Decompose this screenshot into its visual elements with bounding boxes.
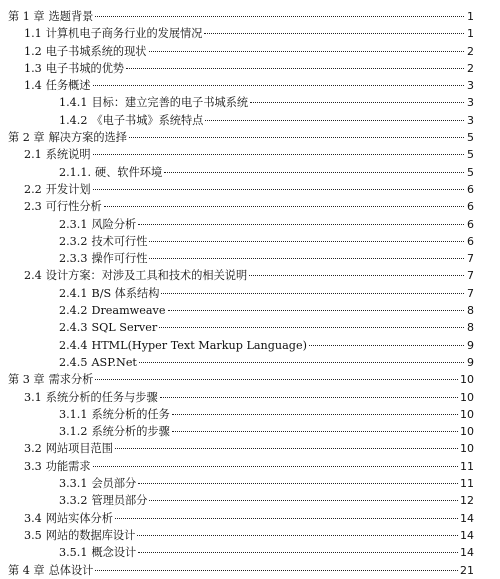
toc-entry-number: 2.4.4 [59,338,88,352]
toc-entry-label [24,198,102,215]
toc-entry-title: 网站的数据库设计 [45,528,136,542]
toc-entry-title: 风险分析 [91,217,137,231]
toc-entry-title: SQL Server [91,321,158,335]
toc-entry-number: 2.3.1 [59,217,88,231]
toc-entry-label [24,60,124,77]
toc-entry-label [59,423,170,440]
toc-page-number: 14 [460,528,474,542]
toc-entry-number: 第 1 章 [8,10,45,23]
toc-entry-title: 开发计划 [45,182,91,196]
toc-page-number: 10 [460,425,474,439]
toc-entry-label [24,458,91,475]
dot-leader [138,552,458,553]
toc-entry-title: B/S 体系结构 [91,286,160,300]
toc-entry-label [24,146,91,163]
toc-page-number: 10 [460,373,474,387]
toc-page-number: 5 [467,148,474,162]
toc-entry-label [59,354,137,371]
dot-leader [95,16,464,17]
toc-page-number: 2 [467,61,474,75]
toc-entry-title: 设计方案：对涉及工具和技术的相关说明 [45,269,248,283]
toc-entry-label [59,112,203,129]
dot-leader [129,137,464,138]
toc-page-number: 7 [467,252,474,266]
toc-entry[interactable] [0,216,500,233]
toc-entry-title: 系统分析的任务 [91,407,170,421]
dot-leader [93,189,464,190]
toc-entry-title: 总体设计 [48,563,94,577]
dot-leader [137,535,458,536]
toc-entry-title: 解决方案的选择 [48,131,127,145]
toc-entry-title: HTML(Hyper Text Markup Language) [91,338,307,352]
toc-page-number: 2 [467,44,474,58]
dot-leader [115,448,458,449]
toc-page-number: 10 [460,407,474,421]
toc-entry-label [24,25,202,42]
dot-leader [149,500,458,501]
toc-entry-number: 2.4.1 [59,286,88,300]
toc-entry-label [24,389,158,406]
toc-entry-number: 2.4.3 [59,321,88,335]
toc-entry-title: Dreamweave [91,304,166,318]
toc-entry[interactable] [0,562,500,579]
dot-leader [168,310,465,311]
dot-leader [172,414,458,415]
toc-page-number: 10 [460,442,474,456]
toc-entry[interactable] [0,60,500,77]
toc-entry-number: 2.4.5 [59,355,88,369]
toc-entry-label [59,337,307,354]
toc-entry-title: 计算机电子商务行业的发展情况 [45,27,203,41]
toc-entry-title: 硬、软件环境 [95,165,163,179]
dot-leader [164,172,464,173]
toc-entry-number: 2.1 [24,148,42,162]
toc-entry-number: 3.4 [24,511,42,525]
toc-entry-label [24,267,247,284]
toc-entry-label [24,43,147,60]
toc-entry-label [59,302,166,319]
toc-entry-number: 3.3 [24,459,42,473]
toc-entry-label [59,250,147,267]
toc-entry-title: 可行性分析 [45,200,102,214]
toc-entry-label [59,492,147,509]
toc-page-number: 3 [467,96,474,110]
toc-entry-title: 任务概述 [45,79,91,93]
toc-entry-number: 第 3 章 [8,373,45,387]
toc-page-number: 1 [467,27,474,41]
toc-entry-label [59,285,159,302]
toc-entry-label [24,527,135,544]
dot-leader [126,68,464,69]
toc-entry[interactable] [0,267,500,284]
toc-entry-label [59,544,136,561]
toc-entry-label [59,94,248,111]
toc-entry-number: 1.4.2 [59,113,88,127]
toc-entry[interactable] [0,198,500,215]
toc-entry-title: 会员部分 [91,477,137,491]
toc-entry[interactable] [0,8,500,25]
toc-entry[interactable] [0,129,500,146]
toc-entry-number: 3.5.1 [59,546,88,560]
toc-entry[interactable] [0,94,500,111]
dot-leader [115,518,458,519]
toc-page-number: 1 [467,10,474,23]
toc-entry[interactable] [0,181,500,198]
toc-entry[interactable] [0,440,500,457]
toc-entry-title: 功能需求 [45,459,91,473]
toc-entry[interactable] [0,354,500,371]
toc-entry[interactable] [0,233,500,250]
dot-leader [161,293,464,294]
toc-entry[interactable] [0,337,500,354]
toc-entry-title: 管理员部分 [91,494,148,508]
toc-page-number: 14 [460,546,474,560]
dot-leader [149,241,464,242]
toc-page-number: 7 [467,286,474,300]
toc-entry-title: 系统分析的步骤 [91,425,170,439]
toc-entry-number: 2.3 [24,200,42,214]
toc-entry-number: 2.3.3 [59,252,88,266]
dot-leader [138,224,464,225]
toc-entry-number: 2.4 [24,269,42,283]
toc-entry-title: ASP.Net [91,355,137,369]
toc-entry-label [8,129,127,146]
dot-leader [104,206,464,207]
toc-entry[interactable] [0,146,500,163]
toc-entry-label [59,216,136,233]
toc-page-number: 21 [460,563,474,577]
toc-entry-label [59,233,147,250]
dot-leader [93,85,464,86]
dot-leader [149,258,464,259]
toc-entry-title: 网站实体分析 [45,511,113,525]
toc-entry[interactable] [0,43,500,60]
toc-entry-number: 3.3.2 [59,494,88,508]
dot-leader [204,33,464,34]
toc-entry-label [59,406,170,423]
toc-entry-label [24,510,113,527]
toc-entry-title: 目标：建立完善的电子书城系统 [91,96,249,110]
toc-page-number: 3 [467,113,474,127]
toc-entry-title: 电子书城系统的现状 [45,44,147,58]
toc-entry-number: 3.1 [24,390,42,404]
toc-page-number: 9 [467,338,474,352]
dot-leader [95,570,458,571]
toc-entry[interactable] [0,164,500,181]
toc-entry-label [59,319,157,336]
toc-entry[interactable] [0,492,500,509]
toc-entry[interactable] [0,544,500,561]
dot-leader [249,275,464,276]
toc-page-number: 9 [467,355,474,369]
toc-entry-number: 3.5 [24,528,42,542]
toc-entry[interactable] [0,510,500,527]
toc-entry-label [59,475,136,492]
toc-entry[interactable] [0,527,500,544]
toc-entry-label [59,164,162,181]
toc-entry-number: 第 2 章 [8,131,45,145]
toc-entry-number: 1.3 [24,61,42,75]
dot-leader [250,102,464,103]
toc-entry-title: 操作可行性 [91,252,148,266]
toc-entry-label [8,8,93,25]
toc-entry-title: 《电子书城》系统特点 [91,113,204,127]
toc-entry-title: 网站项目范围 [45,442,113,456]
toc-entry[interactable] [0,112,500,129]
toc-entry-number: 1.4 [24,79,42,93]
toc-page-number: 5 [467,131,474,145]
toc-entry-number: 1.2 [24,44,42,58]
toc-page-number: 14 [460,511,474,525]
toc-entry[interactable] [0,458,500,475]
toc-entry-number: 2.2 [24,182,42,196]
toc-page-number: 12 [460,494,474,508]
toc-entry-title: 概念设计 [91,546,137,560]
toc-entry[interactable] [0,250,500,267]
toc-entry[interactable] [0,25,500,42]
dot-leader [95,379,458,380]
toc-entry[interactable] [0,77,500,94]
dot-leader [139,362,464,363]
toc-entry-number: 2.3.2 [59,234,88,248]
toc-entry[interactable] [0,423,500,440]
toc-entry-title: 需求分析 [48,373,94,387]
toc-page-number: 3 [467,79,474,93]
toc-page-number: 6 [467,217,474,231]
toc-entry[interactable] [0,406,500,423]
dot-leader [93,466,458,467]
toc-entry[interactable] [0,389,500,406]
toc-entry[interactable] [0,302,500,319]
toc-page-number: 6 [467,200,474,214]
toc-entry-label [8,371,93,388]
toc-page-number: 7 [467,269,474,283]
toc-entry-label [8,562,93,579]
toc-entry-label [24,440,113,457]
dot-leader [159,327,464,328]
dot-leader [160,397,458,398]
toc-page-number: 10 [460,390,474,404]
dot-leader [205,120,464,121]
toc-entry[interactable] [0,285,500,302]
toc-entry-title: 系统说明 [45,148,91,162]
toc-entry-number: 1.1 [24,27,42,41]
toc-page-number: 8 [467,304,474,318]
dot-leader [309,345,464,346]
toc-entry-label [24,181,91,198]
dot-leader [172,431,458,432]
toc-entry-number: 3.1.1 [59,407,88,421]
toc-entry-number: 2.1.1. [59,165,92,179]
dot-leader [138,483,458,484]
toc-page-number: 8 [467,321,474,335]
dot-leader [93,154,464,155]
toc-entry-label [24,77,91,94]
toc-entry[interactable] [0,475,500,492]
toc-entry-title: 电子书城的优势 [45,61,125,75]
toc-entry-number: 3.2 [24,442,42,456]
toc-entry-number: 第 4 章 [8,563,45,577]
toc-entry-number: 2.4.2 [59,304,88,318]
toc-entry-title: 技术可行性 [91,234,148,248]
toc-entry-number: 1.4.1 [59,96,88,110]
toc-entry-number: 3.3.1 [59,477,88,491]
toc-entry-number: 3.1.2 [59,425,88,439]
toc-page-number: 6 [467,234,474,248]
toc-entry[interactable] [0,371,500,388]
toc-page-number: 5 [467,165,474,179]
toc-page-number: 11 [460,459,474,473]
toc-page-number: 6 [467,182,474,196]
toc-entry-title: 系统分析的任务与步骤 [45,390,158,404]
toc-entry-title: 选题背景 [48,10,94,23]
toc-entry[interactable] [0,319,500,336]
dot-leader [149,51,465,52]
toc-page-number: 11 [460,477,474,491]
